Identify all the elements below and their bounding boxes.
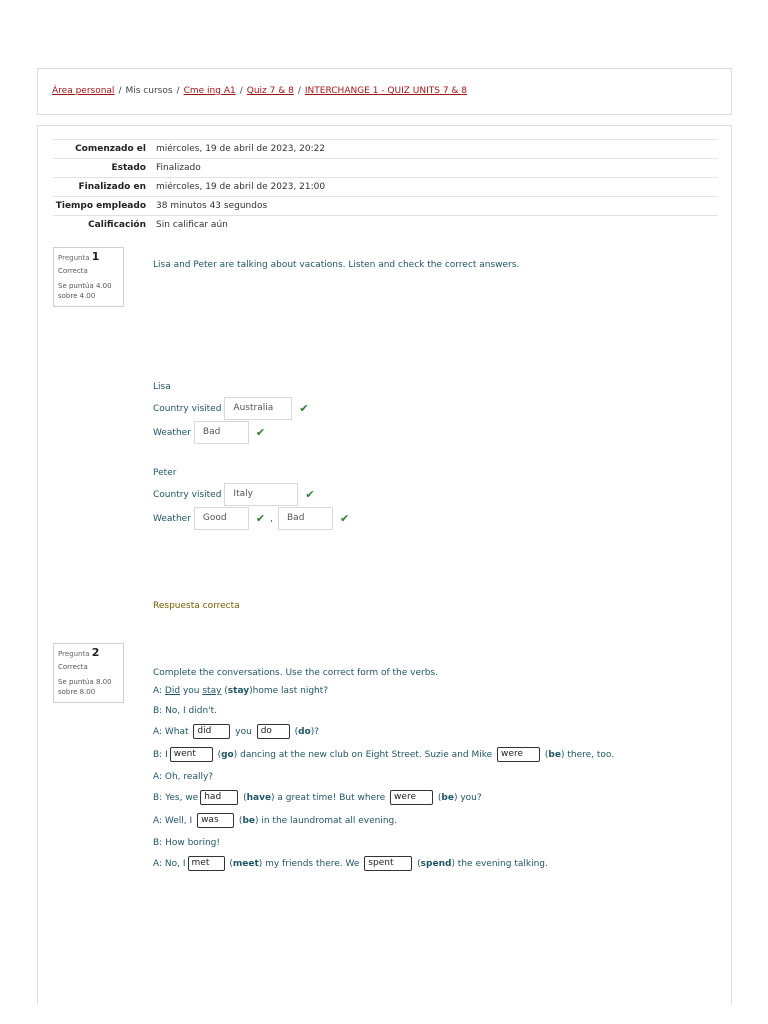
question-1-feedback: Respuesta correcta bbox=[153, 601, 240, 611]
breadcrumb bbox=[52, 86, 467, 96]
summary-label: Calificación bbox=[88, 220, 146, 230]
summary-value: 38 minutos 43 segundos bbox=[156, 201, 268, 211]
summary-value: miércoles, 19 de abril de 2023, 20:22 bbox=[156, 144, 326, 154]
summary-row-started bbox=[53, 140, 718, 159]
verb-hint: go bbox=[221, 749, 234, 760]
check-icon: ✔ bbox=[340, 512, 350, 525]
conversation-text: ) there, too. bbox=[560, 749, 615, 760]
verb-hint: stay bbox=[227, 686, 250, 696]
question-label: Pregunta bbox=[58, 254, 90, 262]
answer-separator: , bbox=[270, 513, 273, 524]
question-number: 1 bbox=[91, 250, 100, 263]
answer-input[interactable]: met bbox=[188, 856, 225, 871]
breadcrumb-separator: / bbox=[118, 86, 122, 96]
summary-row-finished bbox=[53, 178, 718, 197]
answer-input[interactable]: was bbox=[197, 813, 234, 828]
conversation-text: ) my friends there. We bbox=[258, 858, 360, 869]
summary-label: Finalizado en bbox=[78, 182, 146, 192]
question-grade: Se puntúa 8.00 sobre 8.00 bbox=[58, 678, 112, 696]
conversation-text: ) in the laundromat all evening. bbox=[254, 815, 398, 826]
breadcrumb-separator: / bbox=[297, 86, 301, 96]
conversation-text: A: No, I bbox=[153, 858, 186, 869]
question-2-info bbox=[53, 643, 124, 703]
summary-value: miércoles, 19 de abril de 2023, 21:00 bbox=[156, 182, 326, 192]
answer-input[interactable]: do bbox=[257, 724, 290, 739]
question-grade: Se puntúa 4.00 sobre 4.00 bbox=[58, 282, 112, 300]
lisa-country-answer[interactable]: Australia bbox=[224, 397, 292, 420]
conversation-text: home last night? bbox=[252, 686, 329, 696]
conversation-text: B: Yes, we bbox=[153, 792, 199, 803]
verb-hint: spend bbox=[420, 858, 452, 869]
lisa-weather-row bbox=[153, 421, 265, 444]
conversation-text: )? bbox=[310, 726, 320, 737]
answer-input[interactable]: had bbox=[200, 790, 238, 805]
verb-hint: be bbox=[548, 749, 561, 760]
breadcrumb-separator: / bbox=[239, 86, 243, 96]
summary-label: Comenzado el bbox=[75, 144, 146, 154]
peter-country-answer[interactable]: Italy bbox=[224, 483, 298, 506]
breadcrumb-course[interactable]: Cme ing A1 bbox=[183, 86, 236, 96]
conversation-text: ) dancing at the new club on Eight Street. Suzie and Mike bbox=[233, 749, 493, 760]
lisa-heading: Lisa bbox=[153, 382, 171, 392]
summary-label: Estado bbox=[111, 163, 146, 173]
breadcrumb-quiz-attempt[interactable]: INTERCHANGE 1 - QUIZ UNITS 7 & 8 bbox=[304, 86, 468, 96]
conversation-text: ) you? bbox=[453, 792, 482, 803]
question-1-text: Lisa and Peter are talking about vacations. Listen and check the correct answers. bbox=[153, 260, 520, 270]
summary-label: Tiempo empleado bbox=[55, 201, 146, 211]
question-number: 2 bbox=[91, 646, 100, 659]
quiz-review-region bbox=[37, 125, 732, 1005]
breadcrumb-mis-cursos: Mis cursos bbox=[125, 86, 173, 96]
country-label: Country visited bbox=[153, 489, 222, 500]
lisa-country-row bbox=[153, 397, 309, 420]
summary-row-grade bbox=[53, 216, 718, 235]
answer-input[interactable]: spent bbox=[364, 856, 412, 871]
peter-weather-answer-2[interactable]: Bad bbox=[278, 507, 333, 530]
example-answer: stay bbox=[202, 686, 222, 696]
peter-heading: Peter bbox=[153, 468, 177, 478]
conversation-text: you bbox=[235, 726, 252, 737]
summary-row-time-taken bbox=[53, 197, 718, 216]
answer-input[interactable]: went bbox=[170, 747, 213, 762]
conversation-line-9: A: No, I met ( meet ) my friends there. We spent ( spend ) the evening talking. bbox=[153, 856, 548, 871]
question-1-info bbox=[53, 247, 124, 307]
answer-input[interactable]: did bbox=[193, 724, 230, 739]
attempt-summary-table bbox=[53, 139, 718, 234]
speaker: A: bbox=[153, 686, 163, 696]
conversation-line-1: A: Did you stay ( stay ) home last night? bbox=[153, 686, 329, 696]
check-icon: ✔ bbox=[299, 402, 309, 415]
peter-weather-answer-1[interactable]: Good bbox=[194, 507, 249, 530]
conversation-line-3: A: What did you do ( do )? bbox=[153, 724, 319, 739]
weather-label: Weather bbox=[153, 513, 191, 524]
conversation-text: B: I bbox=[153, 749, 168, 760]
peter-country-row bbox=[153, 483, 315, 506]
summary-value: Sin calificar aún bbox=[156, 220, 228, 230]
summary-row-state bbox=[53, 159, 718, 178]
check-icon: ✔ bbox=[255, 426, 266, 439]
conversation-text: ) a great time! But where bbox=[271, 792, 386, 803]
conversation-line-4: B: I went ( go ) dancing at the new club on Eight Street. Suzie and Mike were ( be ) there, too. bbox=[153, 747, 614, 762]
verb-hint: do bbox=[298, 726, 311, 737]
summary-value: Finalizado bbox=[156, 163, 201, 173]
question-state: Correcta bbox=[58, 663, 88, 671]
verb-hint: be bbox=[242, 815, 255, 826]
country-label: Country visited bbox=[153, 403, 222, 414]
conversation-line-5: A: Oh, really? bbox=[153, 772, 214, 782]
lisa-weather-answer[interactable]: Bad bbox=[194, 421, 249, 444]
question-state: Correcta bbox=[58, 267, 88, 275]
breadcrumb-bar bbox=[37, 68, 732, 115]
conversation-text: you bbox=[182, 686, 200, 696]
verb-hint: have bbox=[246, 792, 272, 803]
weather-label: Weather bbox=[153, 427, 191, 438]
peter-weather-row bbox=[153, 507, 349, 530]
breadcrumb-separator: / bbox=[176, 86, 180, 96]
answer-input[interactable]: were bbox=[390, 790, 433, 805]
conversation-text: A: Well, I bbox=[153, 815, 193, 826]
conversation-line-6: B: Yes, we had ( have ) a great time! But where were ( be ) you? bbox=[153, 790, 482, 805]
question-label: Pregunta bbox=[58, 650, 90, 658]
question-2-text: Complete the conversations. Use the correct form of the verbs. bbox=[153, 668, 438, 678]
check-icon: ✔ bbox=[305, 488, 315, 501]
verb-hint: meet bbox=[232, 858, 259, 869]
conversation-line-2: B: No, I didn't. bbox=[153, 706, 218, 716]
conversation-line-8: B: How boring! bbox=[153, 838, 221, 848]
conversation-line-7: A: Well, I was ( be ) in the laundromat all evening. bbox=[153, 813, 397, 828]
example-answer: Did bbox=[164, 686, 181, 696]
answer-input[interactable]: were bbox=[497, 747, 540, 762]
conversation-text: ) the evening talking. bbox=[451, 858, 548, 869]
breadcrumb-quiz[interactable]: Quiz 7 & 8 bbox=[246, 86, 294, 96]
check-icon: ✔ bbox=[255, 512, 266, 525]
breadcrumb-area-personal[interactable]: Área personal bbox=[52, 86, 115, 96]
conversation-text: A: What bbox=[153, 726, 189, 737]
verb-hint: be bbox=[441, 792, 454, 803]
